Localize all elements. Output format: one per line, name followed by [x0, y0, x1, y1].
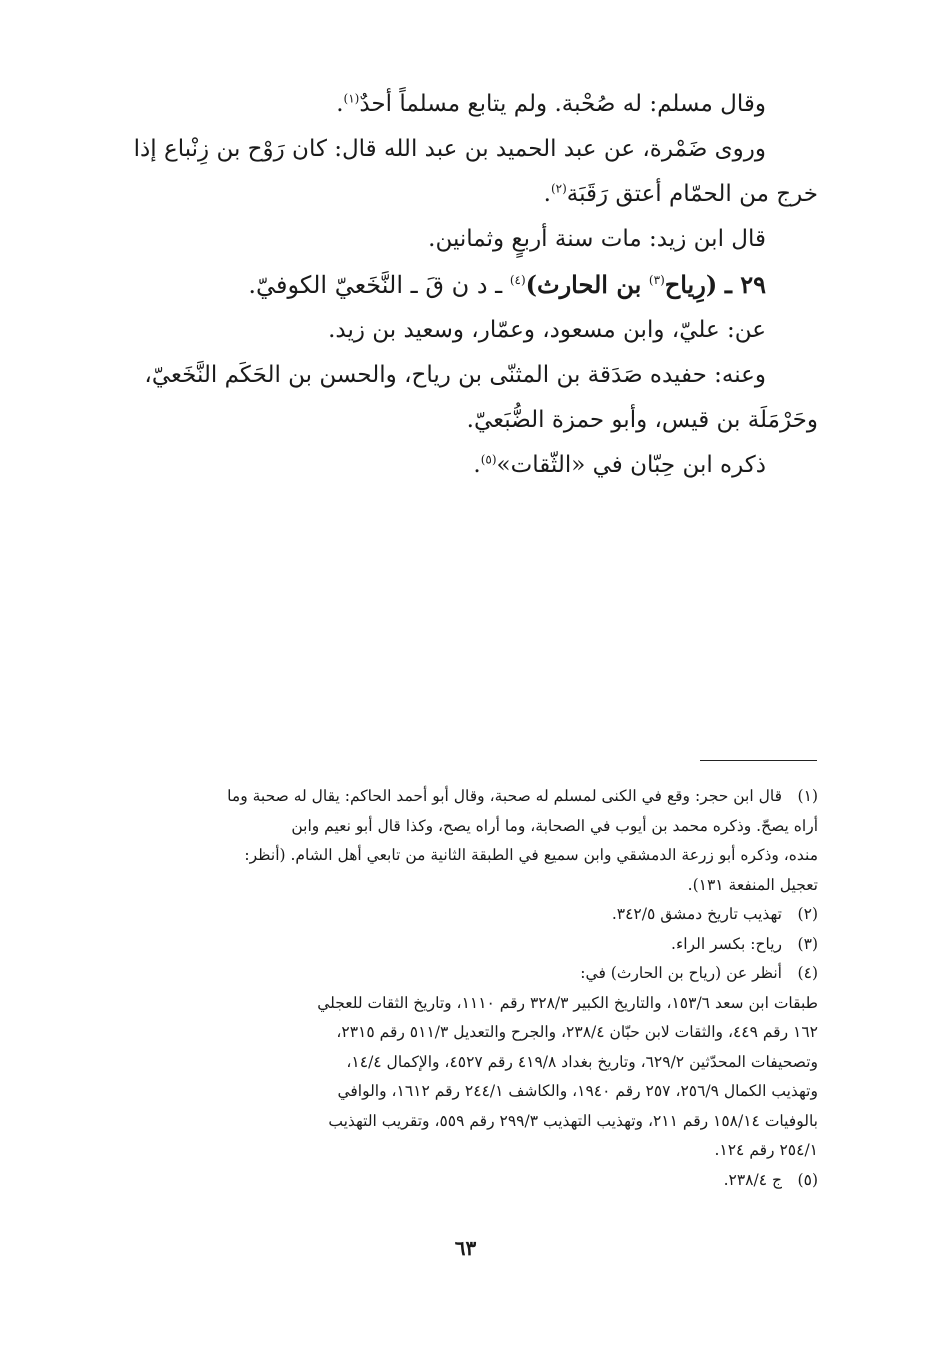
entry-name-rest: بن الحارث): [525, 270, 642, 299]
footnote-number: (١): [797, 787, 818, 805]
footnote-4-line-2: طبقات ابن سعد ١٥٣/٦، والتاريخ الكبير ٣٢٨/٣ رقم ١١١٠، وتاريخ الثقات للعجلي: [317, 993, 818, 1012]
text-line-6: عن: عليّ، وابن مسعود، وعمّار، وسعيد بن زيد.: [328, 317, 766, 343]
footnote-5: [118, 1166, 818, 1196]
text-segment: .: [336, 91, 344, 117]
footnote-1-line-4: تعجيل المنفعة ١٣١).: [687, 875, 818, 894]
main-text: [118, 82, 818, 488]
footnote-1: [118, 782, 818, 812]
footnote-4-line-6: بالوفيات ١٥٨/١٤ رقم ٢١١، وتهذيب التهذيب ٢٩٩/٣ رقم ٥٥٩، وتقريب التهذيب: [328, 1111, 818, 1130]
page-number: ٦٣: [454, 1236, 477, 1260]
footnote-1-line-3: منده، وذكره أبو زرعة الدمشقي وابن سميع في الطبقة الثانية من تابعي أهل الشام. (أنظر:: [244, 846, 818, 864]
text-line-1: [118, 82, 818, 127]
footnote-ref-1: (١): [343, 91, 360, 106]
entry-name: (رِياح: [664, 270, 718, 299]
footnote-4-line-3: ١٦٢ رقم ٤٤٩، والثقات لابن حبّان ٢٣٨/٤، والجرح والتعديل ٥١١/٣ رقم ٢٣١٥،: [336, 1023, 818, 1041]
footnotes: [118, 782, 818, 1195]
footnote-text: رياح: بكسر الراء.: [671, 934, 782, 953]
footnote-ref-4: (٤): [509, 273, 526, 287]
footnote-ref-5: (٥): [480, 452, 497, 467]
footnote-ref-3: (٣): [648, 273, 665, 287]
text-segment: ذكره ابن حِبّان في «الثّقات»: [496, 452, 766, 478]
entry-number: ٢٩ ـ: [724, 270, 766, 299]
footnote-text: ج ٢٣٨/٤.: [723, 1170, 782, 1189]
footnote-3: [118, 930, 818, 960]
footnote-divider: [700, 760, 817, 761]
text-line-8: وحَرْمَلَة بن قيس، وأبو حمزة الضُّبَعيّ.: [466, 407, 818, 433]
text-segment: وقال مسلم: له صُحْبة. ولم يتابع مسلماً أحدٌ: [359, 91, 766, 117]
text-line-4: قال ابن زيد: مات سنة أربعٍ وثمانين.: [428, 226, 766, 252]
text-segment: خرج من الحمّام أعتق رَقَبَة: [566, 181, 818, 207]
text-segment: .: [473, 452, 481, 478]
text-line-2: وروى ضَمْرة، عن عبد الحميد بن عبد الله قال: كان رَوْح بن زِنْباع إذا: [133, 136, 766, 162]
footnote-text: تهذيب تاريخ دمشق ٣٤٢/٥.: [611, 905, 782, 923]
footnote-ref-2: (٢): [550, 181, 567, 196]
footnote-2: [118, 900, 818, 930]
text-line-7: وعنه: حفيده صَدَقة بن المثنّى بن رياح، والحسن بن الحَكَم النَّخَعيّ،: [144, 362, 766, 388]
footnote-4: [118, 959, 818, 989]
entry-codes: ـ د ن قَ ـ النَّخَعيّ الكوفيّ.: [248, 271, 503, 299]
footnote-text: أنظر عن (رياح بن الحارث) في:: [580, 964, 782, 982]
footnote-number: (٣): [797, 934, 818, 953]
footnote-4-line-4: وتصحيفات المحدّثين ٦٢٩/٢، وتاريخ بغداد ٤١٩/٨ رقم ٤٥٢٧، والإكمال ١٤/٤،: [346, 1052, 818, 1071]
footnote-number: (٥): [797, 1170, 818, 1189]
footnote-1-line-2: أراه يصحّ. وذكره محمد بن أيوب في الصحابة، وما أراه يصح، وكذا قال أبو نعيم وابن: [291, 816, 818, 835]
footnote-4-line-7: ٢٥٤/١ رقم ١٢٤.: [714, 1141, 818, 1159]
text-line-3: [118, 172, 818, 217]
footnote-text: قال ابن حجر: وقع في الكنى لمسلم له صحبة، وقال أبو أحمد الحاكم: يقال له صحبة وما: [227, 787, 782, 805]
footnote-4-line-5: وتهذيب الكمال ٢٥٦/٩، ٢٥٧ رقم ١٩٤٠، والكاشف ٢٤٤/١ رقم ١٦١٢، والوافي: [337, 1082, 818, 1100]
footnote-number: (٤): [797, 964, 818, 982]
text-line-9: [118, 443, 818, 488]
entry-heading: [118, 262, 818, 308]
footnote-number: (٢): [797, 905, 818, 923]
text-segment: .: [543, 181, 551, 207]
